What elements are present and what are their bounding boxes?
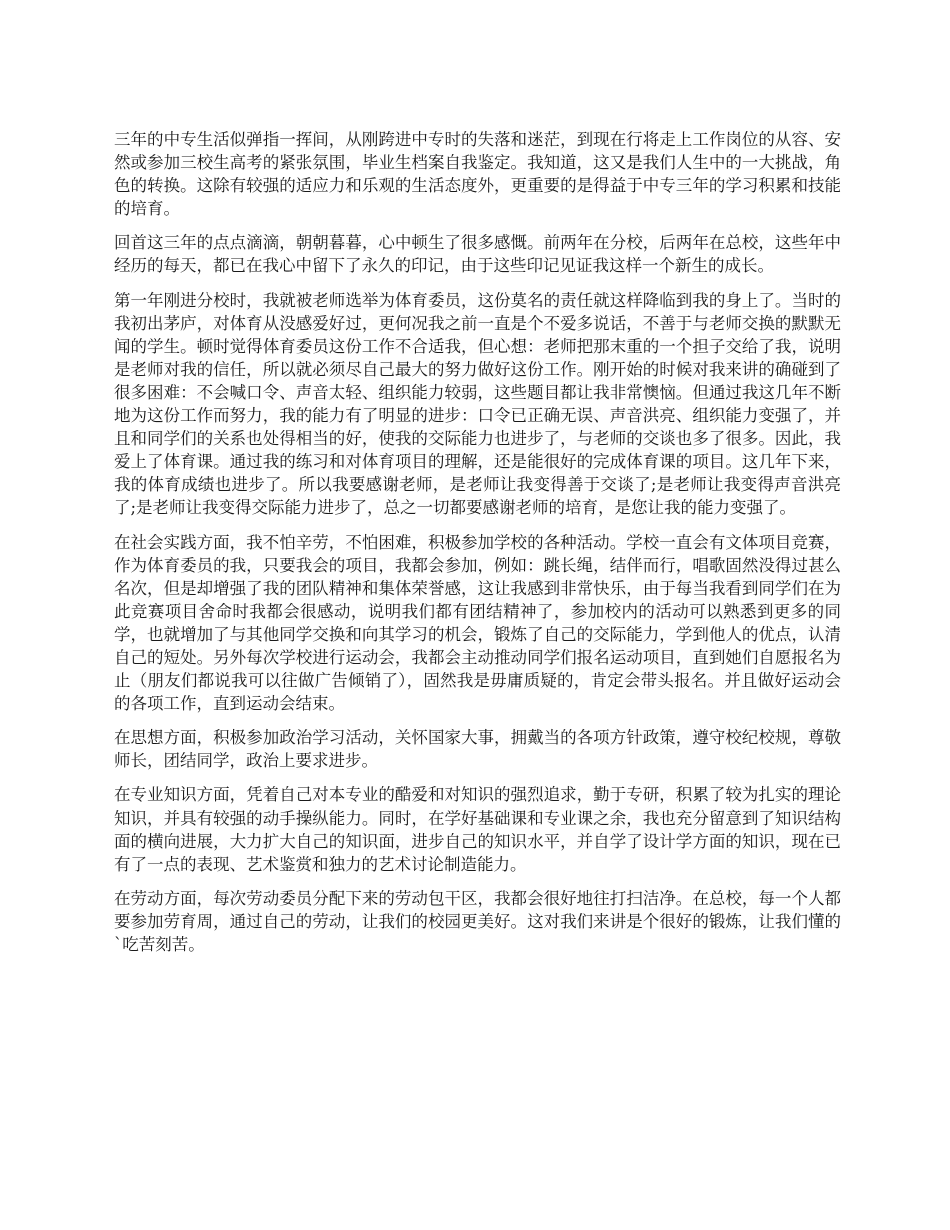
document-body — [114, 128, 841, 967]
paragraph-social-practice: 在社会实践方面，我不怕辛劳，不怕困难，积极参加学校的各种活动。学校一直会有文体项目竞赛，作为体育委员的我，只要我会的项目，我都会参加，例如：跳长绳，结伴而行，唱歌固然没得过甚么名次，但是却增强了我的团队精神和集体荣誉感，这让我感到非常快乐，由于每当我看到同学们在为此竞赛项目舍命时我都会很感动，说明我们都有团结精神了，参加校内的活动可以熟悉到更多的同学，也就增加了与其他同学交换和向其学习的机会，锻炼了自己的交际能力，学到他人的优点，认清自己的短处。另外每次学校进行运动会，我都会主动推动同学们报名运动项目，直到她们自愿报名为止（朋友们都说我可以往做广告倾销了），固然我是毋庸质疑的，肯定会带头报名。并且做好运动会的各项工作，直到运动会结束。 — [114, 532, 841, 714]
paragraph-ideology: 在思想方面，积极参加政治学习活动，关怀国家大事，拥戴当的各项方针政策，遵守校纪校规，尊敬师长，团结同学，政治上要求进步。 — [114, 728, 841, 771]
paragraph-professional-knowledge: 在专业知识方面，凭着自己对本专业的酷爱和对知识的强烈追求，勤于专研，积累了较为扎实的理论知识，并具有较强的动手操纵能力。同时，在学好基础课和专业课之余，我也充分留意到了知识结构面的横向进展，大力扩大自己的知识面，进步自己的知识水平，并自学了设计学方面的知识，现在已有了一点的表现、艺术鉴赏和独力的艺术讨论制造能力。 — [114, 785, 841, 874]
paragraph-intro: 三年的中专生活似弹指一挥间，从刚跨进中专时的失落和迷茫，到现在行将走上工作岗位的从容、安然或参加三校生高考的紧张氛围，毕业生档案自我鉴定。我知道，这又是我们人生中的一大挑战，角色的转换。这除有较强的适应力和乐观的生活态度外，更重要的是得益于中专三年的学习积累和技能的培育。 — [114, 130, 841, 219]
paragraph-labor: 在劳动方面，每次劳动委员分配下来的劳动包干区，我都会很好地往打扫洁净。在总校，每一个人都要参加劳育周，通过自己的劳动，让我们的校园更美好。这对我们来讲是个很好的锻炼，让我们懂的`吃苦刻苦。 — [114, 888, 841, 954]
paragraph-reflection: 回首这三年的点点滴滴，朝朝暮暮，心中顿生了很多感慨。前两年在分校，后两年在总校，这些年中经历的每天，都已在我心中留下了永久的印记，由于这些印记见证我这样一个新生的成长。 — [114, 233, 841, 276]
paragraph-sports-committee: 第一年刚进分校时，我就被老师选举为体育委员，这份莫名的责任就这样降临到我的身上了。当时的我初出茅庐，对体育从没感爱好过，更何况我之前一直是个不爱多说话，不善于与老师交换的默默无闻的学生。顿时觉得体育委员这份工作不合适我，但心想：老师把那末重的一个担子交给了我，说明是老师对我的信任，所以就必须尽自己最大的努力做好这份工作。刚开始的时候对我来讲的确碰到了很多困难：不会喊口令、声音太轻、组织能力较弱，这些题目都让我非常懊恼。但通过我这几年不断地为这份工作而努力，我的能力有了明显的进步：口令已正确无误、声音洪亮、组织能力变强了，并且和同学们的关系也处得相当的好，使我的交际能力也进步了，与老师的交谈也多了很多。因此，我爱上了体育课。通过我的练习和对体育项目的理解，还是能很好的完成体育课的项目。这几年下来，我的体育成绩也进步了。所以我要感谢老师，是老师让我变得善于交谈了;是老师让我变得声音洪亮了;是老师让我变得交际能力进步了，总之一切都要感谢老师的培育，是您让我的能力变强了。 — [114, 290, 841, 518]
